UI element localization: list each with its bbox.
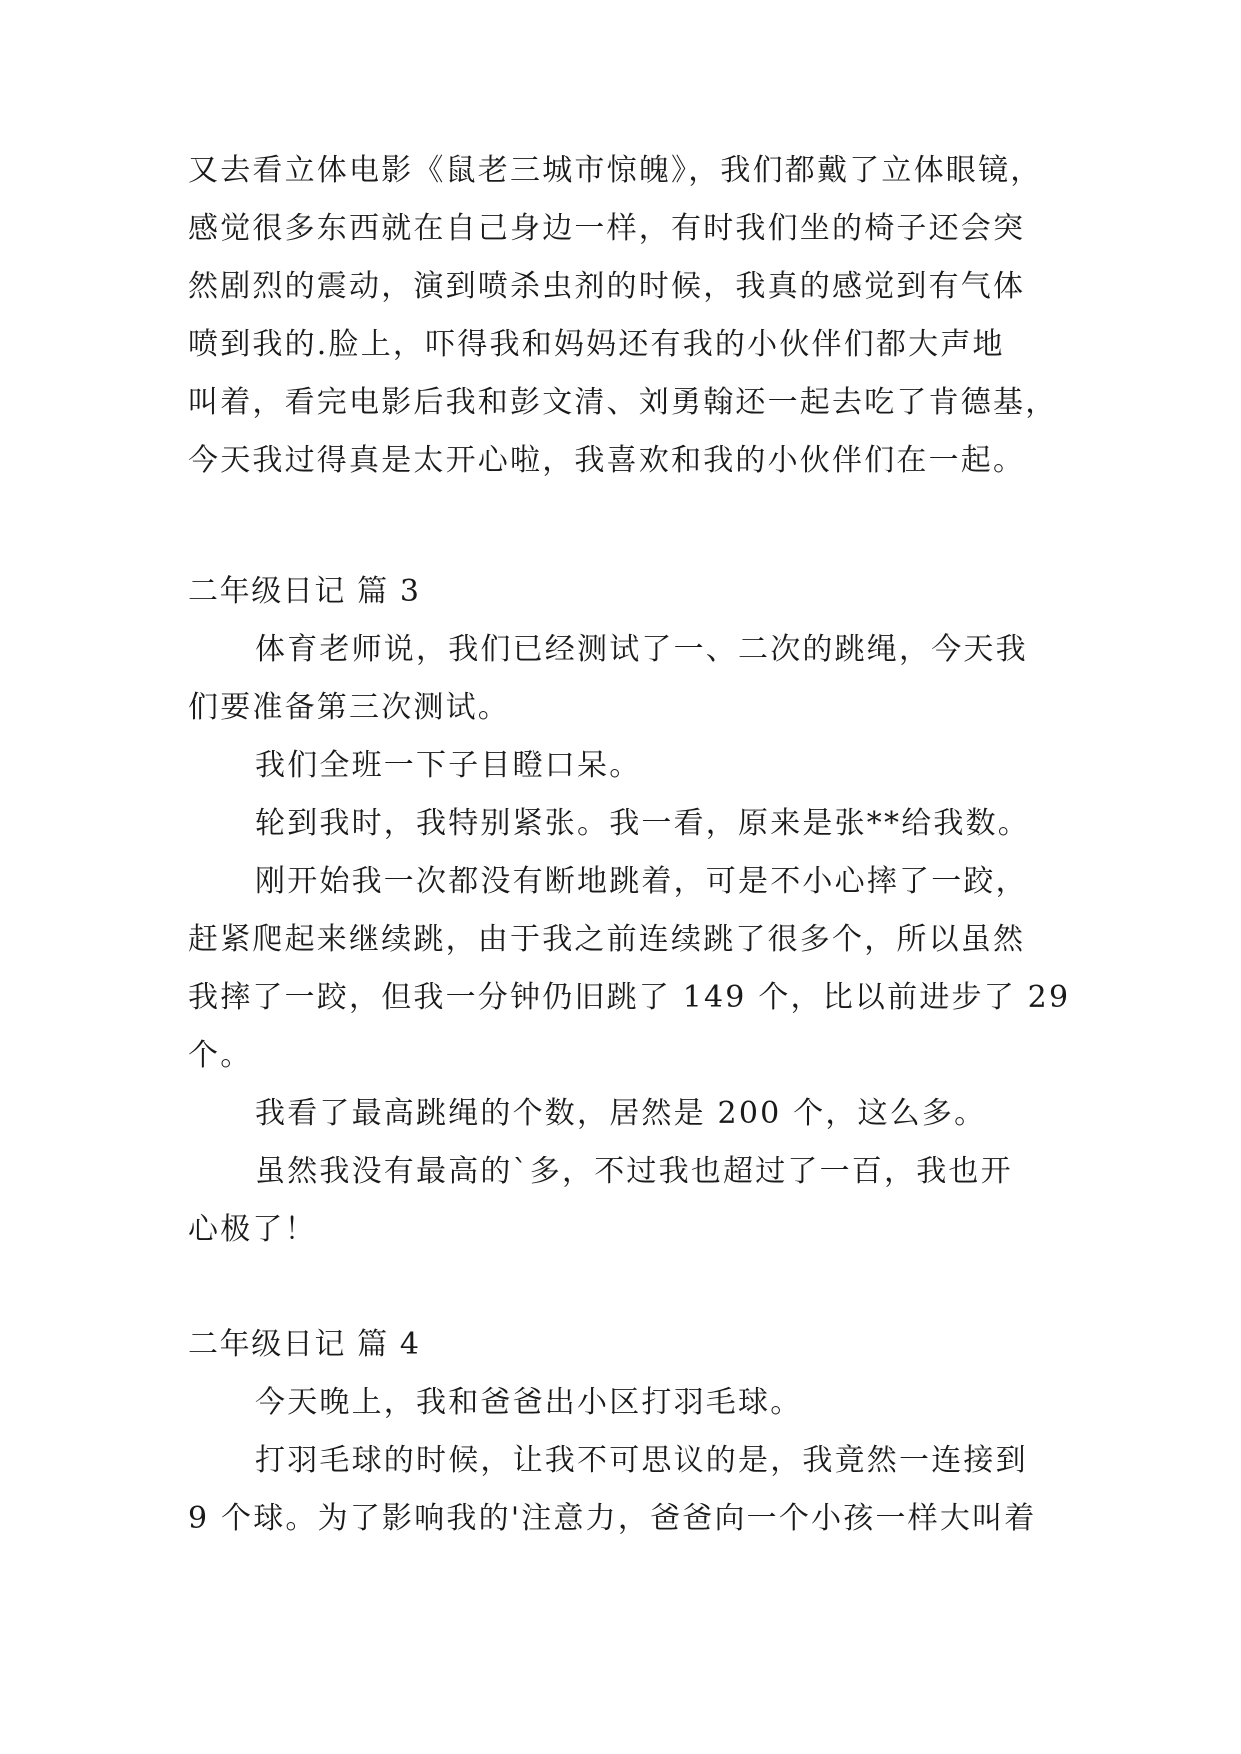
paragraph-line: 今天我过得真是太开心啦，我喜欢和我的小伙伴们在一起。 — [188, 443, 1026, 478]
paragraph-line: 体育老师说，我们已经测试了一、二次的跳绳，今天我 — [255, 632, 1028, 667]
paragraph-line: 心极了！ — [188, 1212, 317, 1247]
paragraph-line: 喷到我的.脸上，吓得我和妈妈还有我的小伙伴们都大声地 — [188, 327, 1005, 362]
paragraph-line: 今天晚上，我和爸爸出小区打羽毛球。 — [255, 1385, 803, 1420]
paragraph-line: 感觉很多东西就在自己身边一样，有时我们坐的椅子还会突 — [188, 211, 1026, 246]
paragraph-line: 刚开始我一次都没有断地跳着，可是不小心摔了一跤， — [255, 864, 1028, 899]
section-title: 二年级日记 篇 4 — [188, 1327, 421, 1362]
paragraph-line: 打羽毛球的时候，让我不可思议的是，我竟然一连接到 — [255, 1443, 1028, 1478]
paragraph-line: 9 个球。为了影响我的'注意力，爸爸向一个小孩一样大叫着 — [188, 1501, 1037, 1536]
paragraph-line: 赶紧爬起来继续跳，由于我之前连续跳了很多个，所以虽然 — [188, 922, 1026, 957]
section-title: 二年级日记 篇 3 — [188, 574, 421, 609]
paragraph-line: 我摔了一跤，但我一分钟仍旧跳了 149 个，比以前进步了 29 — [188, 980, 1071, 1015]
paragraph-line: 个。 — [188, 1038, 253, 1073]
paragraph-line: 我看了最高跳绳的个数，居然是 200 个，这么多。 — [255, 1096, 987, 1131]
paragraph-line: 叫着，看完电影后我和彭文清、刘勇翰还一起去吃了肯德基， — [188, 385, 1058, 420]
paragraph-line: 又去看立体电影《鼠老三城市惊魄》，我们都戴了立体眼镜， — [188, 153, 1043, 188]
paragraph-line: 我们全班一下子目瞪口呆。 — [255, 748, 642, 783]
paragraph-line: 们要准备第三次测试。 — [188, 690, 510, 725]
paragraph-line: 虽然我没有最高的`多，不过我也超过了一百，我也开 — [255, 1154, 1013, 1189]
paragraph-line: 然剧烈的震动，演到喷杀虫剂的时候，我真的感觉到有气体 — [188, 269, 1026, 304]
paragraph-line: 轮到我时，我特别紧张。我一看，原来是张**给我数。 — [255, 806, 1030, 841]
